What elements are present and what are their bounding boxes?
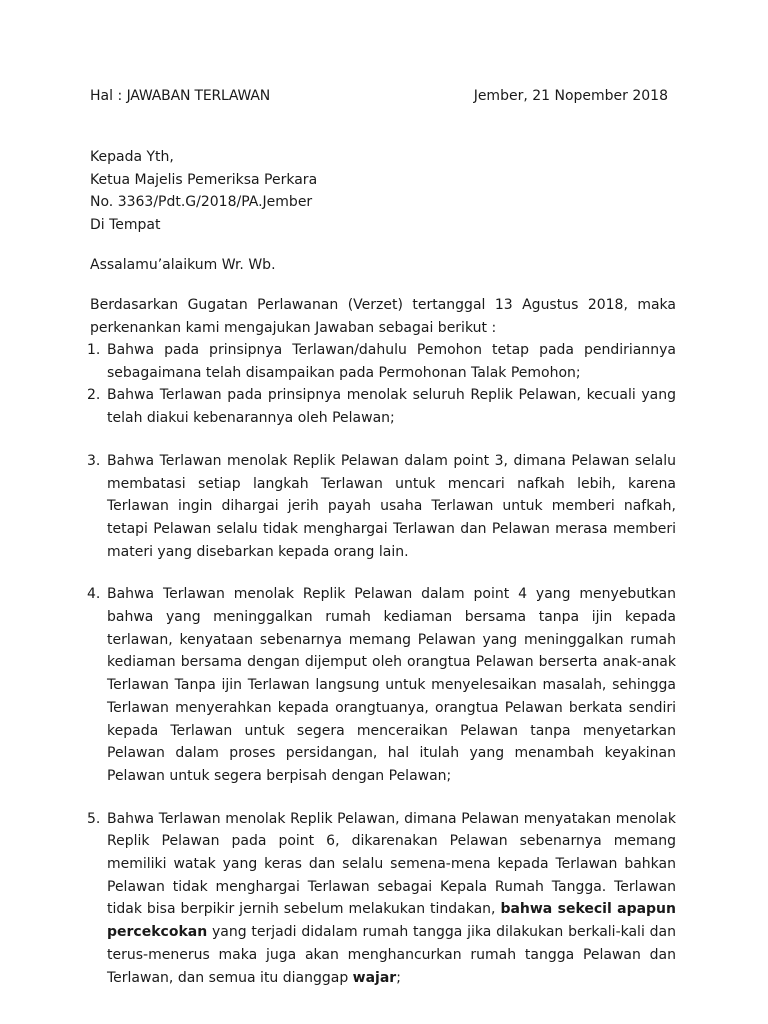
bold-word: wajar [352,969,397,986]
bold-phrase: bahwa sekecil apapun percekcokan [107,901,676,941]
intro-paragraph: Berdasarkan Gugatan Perlawanan (Verzet) tertanggal 13 Agustus 2018, maka perkenankan kami mengajukan Jawaban sebagai berikut : [90,297,676,336]
address-line: No. 3363/Pdt.G/2018/PA.Jember [90,194,313,210]
subject-label: Hal : [90,88,127,104]
point-5 [87,808,676,990]
point-text: Bahwa pada prinsipnya Terlawan/dahulu Pemohon tetap pada pendiriannya sebagaimana telah disampaikan pada Permohonan Talak Pemohon; [107,342,676,381]
point-4 [87,583,676,787]
point-text: Bahwa Terlawan menolak Replik Pelawan dalam point 4 yang menyebutkan bahwa yang meninggalkan rumah kediaman bersama tanpa ijin kepada terlawan, kenyataan sebenarnya memang Pelawan yang meninggalkan rumah kediaman bersama dengan dijemput oleh orangtua Pelawan berserta anak-anak Terlawan Tanpa ijin Terlawan langsung untuk menyelesaikan masalah, sehingga Terlawan menyerahkan kepada orangtuanya, orangtua Pelawan berkata sendiri kepada Terlawan untuk segera menceraikan Pelawan tanpa menyetarkan Pelawan dalam proses persidangan, hal itulah yang menambah keyakinan Pelawan untuk segera berpisah dengan Pelawan; [107,586,676,784]
point-1 [87,339,676,384]
point-number: 1. [87,342,101,358]
point-number: 5. [87,810,101,827]
answer-points [87,339,676,989]
letter-header [90,84,676,108]
point-text-part: Bahwa Terlawan menolak Replik Pelawan, dimana Pelawan menyatakan menolak Replik Pelawan pada point 6, dikarenakan Pelawan sebenarnya memang memiliki watak yang keras dan selalu semena-mena kepada Terlawan bahkan Pelawan tidak menghargai Terlawan sebagai Kepala Rumah Tangga. Terlawan tidak bisa berpikir jernih sebelum melakukan tindakan, [107,810,676,918]
letter-page [87,84,676,989]
recipient-address [90,146,676,236]
greeting: Assalamu’alaikum Wr. Wb. [90,257,276,273]
point-number: 4. [87,586,101,603]
point-text [107,811,676,986]
point-number: 2. [87,387,101,404]
address-line: Ketua Majelis Pemeriksa Perkara [90,171,318,188]
point-text-part: yang terjadi didalam rumah tangga jika dilakukan berkali-kali dan terus-menerus maka juga akan menghancurkan rumah tangga Pelawan dan Terlawan, dan semua itu dianggap [107,924,676,986]
point-text: Bahwa Terlawan pada prinsipnya menolak seluruh Replik Pelawan, kecuali yang telah diakui kebenarannya oleh Pelawan; [107,387,676,427]
letter-date: Jember, 21 Nopember 2018 [473,88,668,104]
point-text-part: ; [396,969,401,986]
point-2 [87,384,676,429]
subject [90,88,270,104]
point-3 [87,450,676,564]
subject-value: JAWABAN TERLAWAN [126,88,271,104]
address-line: Di Tempat [90,216,161,233]
point-text: Bahwa Terlawan menolak Replik Pelawan dalam point 3, dimana Pelawan selalu membatasi setiap langkah Terlawan untuk mencari nafkah lebih, karena Terlawan ingin dihargai jerih payah usaha Terlawan untuk memberi nafkah, tetapi Pelawan selalu tidak menghargai Terlawan dan Pelawan merasa memberi materi yang disebarkan kepada orang lain. [107,452,676,560]
point-number: 3. [87,452,101,469]
address-line: Kepada Yth, [90,149,174,165]
